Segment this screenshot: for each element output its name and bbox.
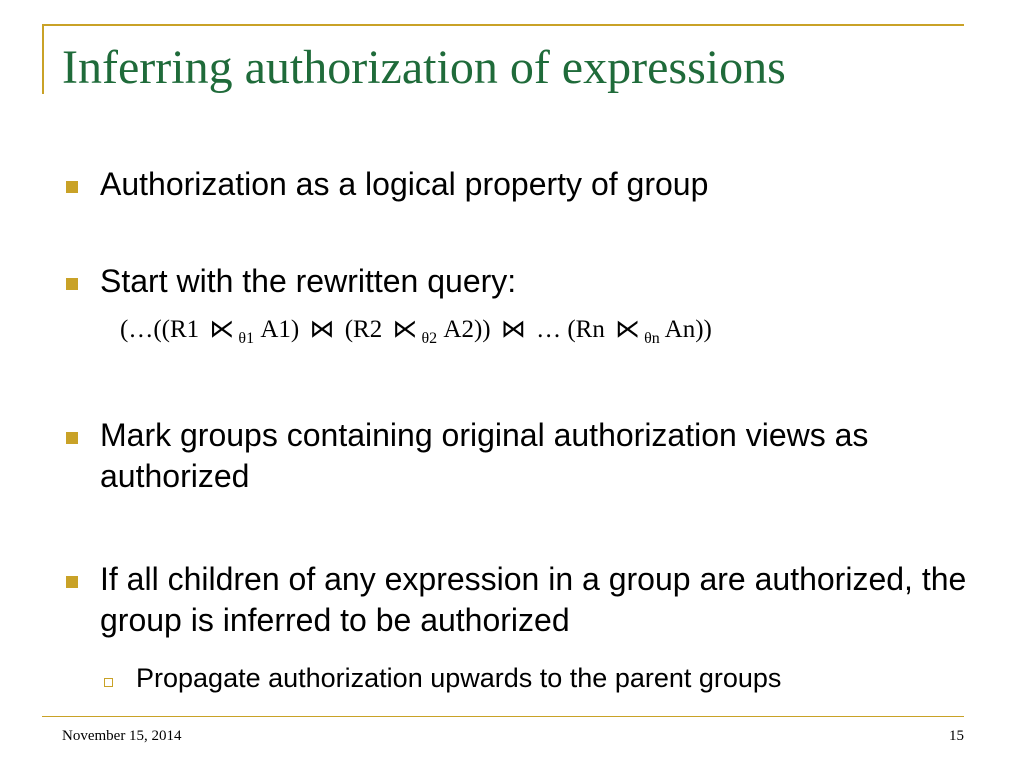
- formula-subscript: θ2: [421, 330, 438, 347]
- footer-divider: [42, 716, 964, 717]
- formula-part: A2)): [443, 316, 491, 343]
- formula-part: (R2: [344, 316, 383, 343]
- semijoin-symbol: ⋉: [392, 316, 418, 343]
- formula-part: (…((R1: [120, 316, 200, 343]
- frame-left-rule: [42, 24, 44, 94]
- formula-part: (Rn: [567, 316, 605, 343]
- sub-bullet-text: Propagate authorization upwards to the parent groups: [136, 663, 782, 693]
- slide-title: Inferring authorization of expressions: [62, 41, 786, 94]
- formula-part: An)): [664, 316, 712, 343]
- bullet-marker: [66, 181, 78, 193]
- semijoin-symbol: ⋉: [615, 316, 641, 343]
- sub-bullet-marker: [104, 678, 113, 687]
- bullet-text: Start with the rewritten query:: [100, 263, 517, 299]
- bullet-marker: [66, 576, 78, 588]
- formula-part: A1): [260, 316, 300, 343]
- query-formula: [120, 314, 712, 348]
- join-symbol: ⋈: [500, 316, 526, 343]
- formula-part: …: [536, 316, 562, 343]
- bullet-text: Mark groups containing original authorization views as authorized: [100, 417, 869, 494]
- formula-subscript: θn: [644, 330, 660, 347]
- join-symbol: ⋈: [309, 316, 335, 343]
- bullet-text: Authorization as a logical property of group: [100, 166, 709, 202]
- bullet-marker: [66, 432, 78, 444]
- formula-subscript: θ1: [238, 330, 255, 347]
- semijoin-symbol: ⋉: [209, 316, 235, 343]
- bullet-marker: [66, 278, 78, 290]
- footer-date: November 15, 2014: [62, 728, 182, 744]
- frame-top-rule: [42, 24, 964, 26]
- page-number: 15: [949, 728, 964, 744]
- bullet-text: If all children of any expression in a group are authorized, the group is inferred to be authorized: [100, 561, 967, 638]
